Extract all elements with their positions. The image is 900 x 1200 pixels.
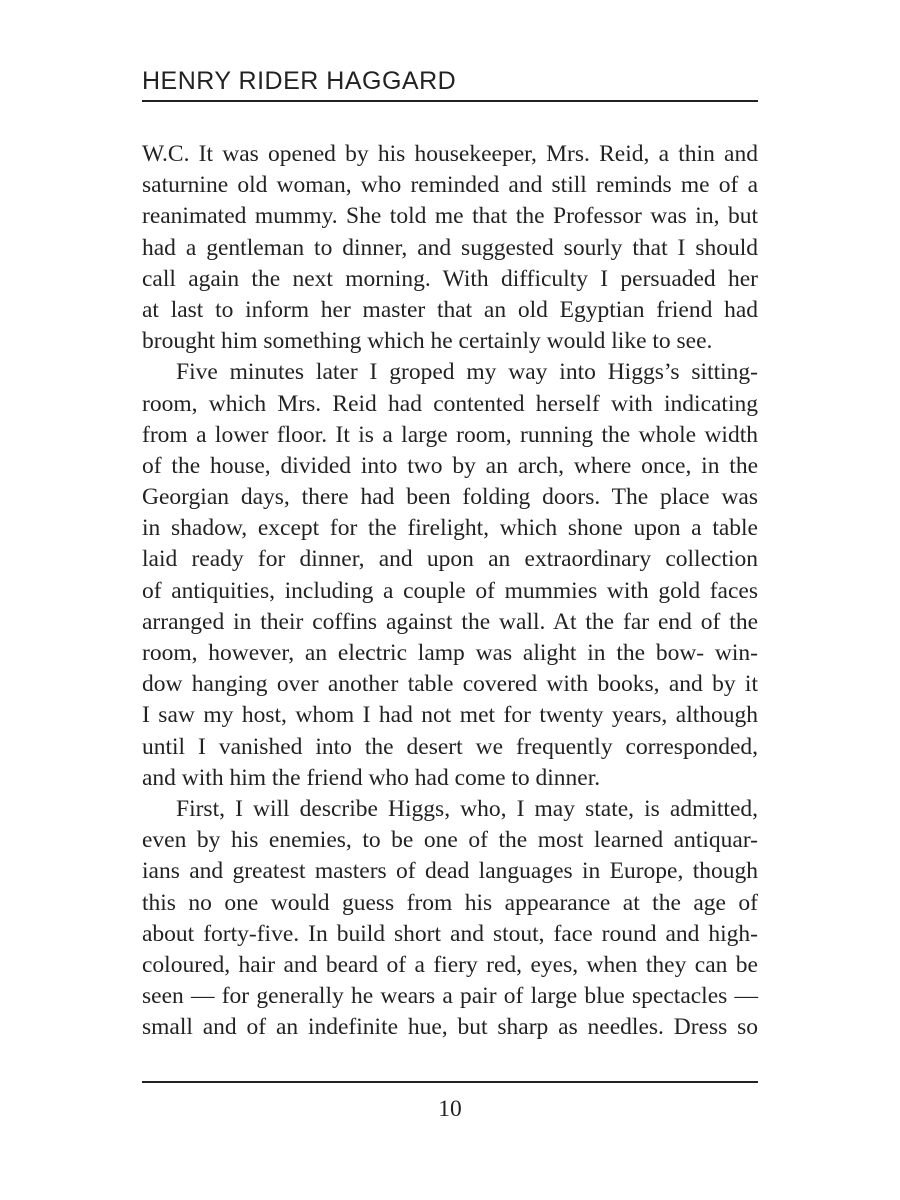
text-line: even by his enemies, to be one of the most learned antiquar- <box>142 827 758 854</box>
text-line: in shadow, except for the firelight, which shone upon a table <box>142 515 758 542</box>
text-line: until I vanished into the desert we frequently corresponded, <box>142 733 758 760</box>
body-text <box>142 139 758 1043</box>
text-line: about forty-five. In build short and stout, face round and high- <box>142 920 758 947</box>
text-line: of the house, divided into two by an arch, where once, in the <box>142 452 758 479</box>
text-line: reanimated mummy. She told me that the Professor was in, but <box>142 203 758 230</box>
text-line: W.C. It was opened by his housekeeper, Mrs. Reid, a thin and <box>142 141 758 167</box>
text-line: had a gentleman to dinner, and suggested sourly that I should <box>142 234 758 261</box>
text-line: saturnine old woman, who reminded and still reminds me of a <box>142 172 758 199</box>
text-line: call again the next morning. With difficulty I persuaded her <box>142 265 758 292</box>
text-line: this no one would guess from his appearance at the age of <box>142 889 758 916</box>
text-line: and with him the friend who had come to dinner. <box>142 764 601 791</box>
footer-rule <box>142 1081 758 1083</box>
header-rule <box>142 100 758 102</box>
text-line: room, which Mrs. Reid had contented herself with indicating <box>142 390 758 417</box>
paragraph-first-line: Five minutes later I groped my way into Higgs’s sitting- <box>176 359 758 386</box>
text-line: dow hanging over another table covered with books, and by it <box>142 671 758 698</box>
text-line: laid ready for dinner, and upon an extraordinary collection <box>142 546 758 573</box>
text-line: room, however, an electric lamp was alight in the bow- win- <box>142 640 758 666</box>
text-line: brought him something which he certainly would like to see. <box>142 328 713 355</box>
paragraph-first-line: First, I will describe Higgs, who, I may state, is admitted, <box>176 795 758 822</box>
text-line: seen — for generally he wears a pair of large blue spectacles — <box>142 983 758 1010</box>
running-header <box>142 64 758 98</box>
text-line: arranged in their coffins against the wall. At the far end of the <box>142 608 758 635</box>
page-number: 10 <box>438 1096 462 1122</box>
running-header-title: HENRY RIDER HAGGARD <box>142 67 457 95</box>
text-line: ians and greatest masters of dead languages in Europe, though <box>142 858 758 885</box>
text-line: small and of an indefinite hue, but sharp as needles. Dress so <box>142 1014 758 1041</box>
text-line: coloured, hair and beard of a fiery red, eyes, when they can be <box>142 951 758 978</box>
text-line: of antiquities, including a couple of mummies with gold faces <box>142 577 758 604</box>
text-line: Georgian days, there had been folding doors. The place was <box>142 484 758 511</box>
text-line: from a lower floor. It is a large room, running the whole width <box>142 421 758 448</box>
text-line: I saw my host, whom I had not met for twenty years, although <box>142 702 758 729</box>
text-line: at last to inform her master that an old Egyptian friend had <box>142 296 758 323</box>
